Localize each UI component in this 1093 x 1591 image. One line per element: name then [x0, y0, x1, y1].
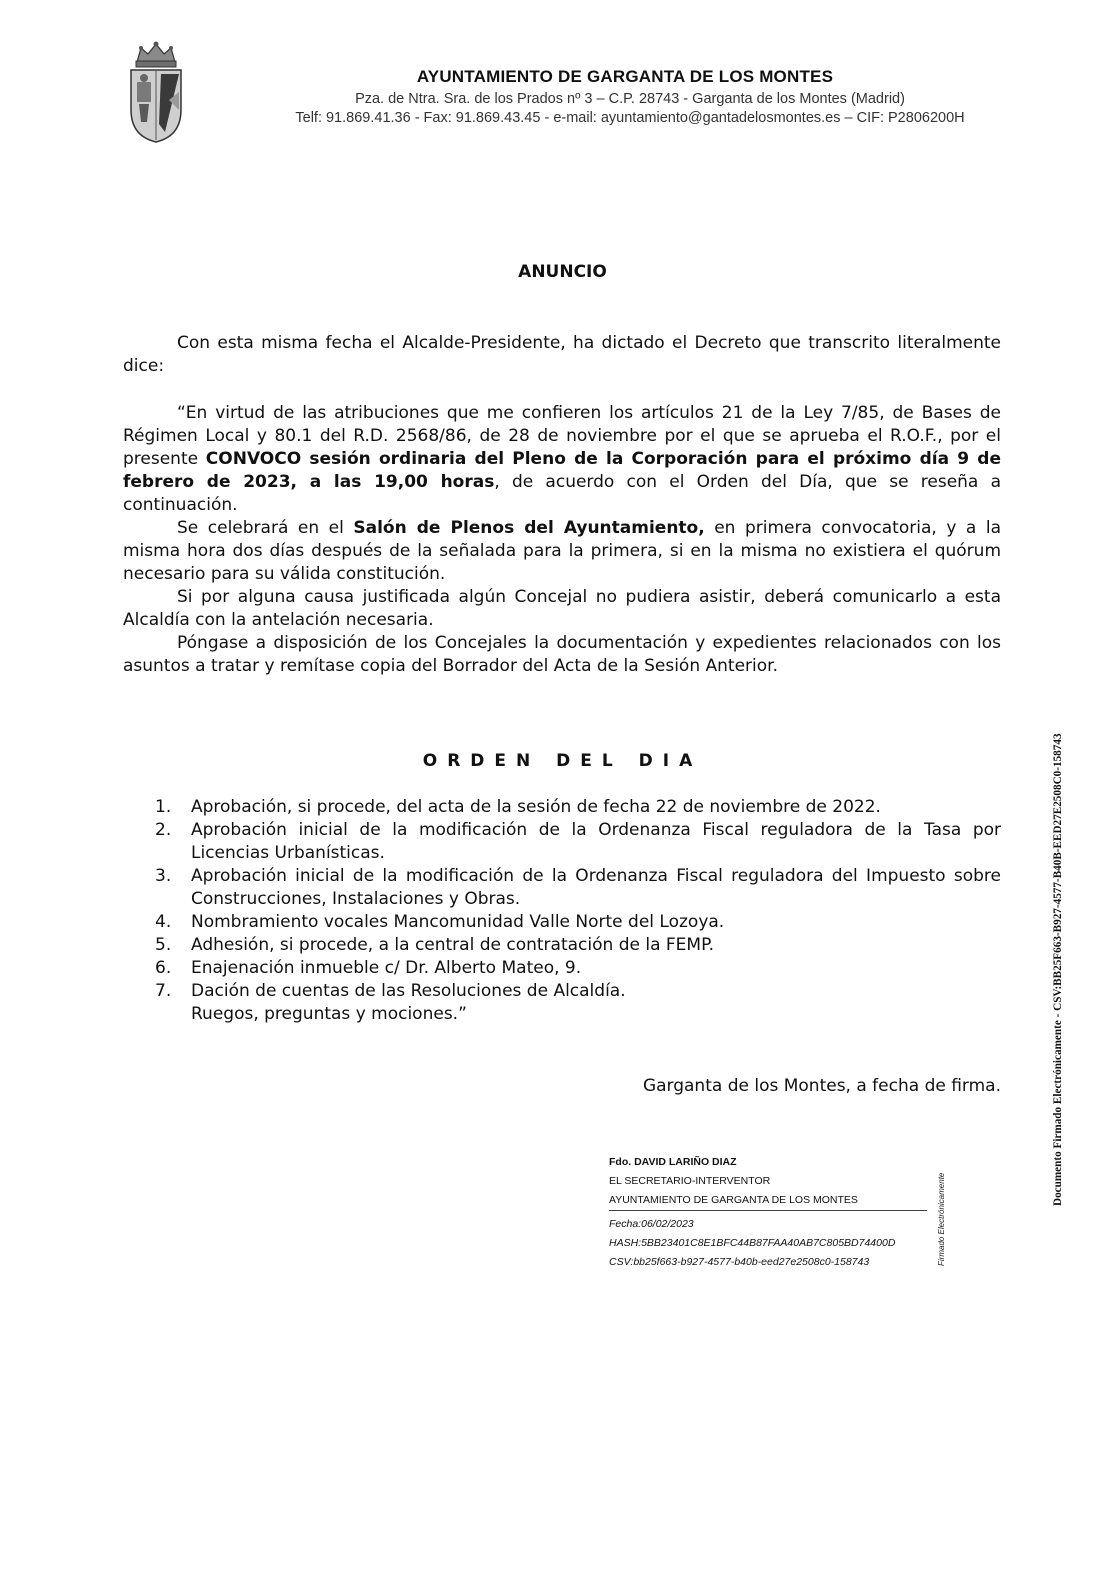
agenda-title: ORDEN DEL DIA: [422, 751, 703, 771]
place-and-date: Garganta de los Montes, a fecha de firma.: [642, 1076, 1001, 1096]
decree-p2-end: en primera convocatoria, y a la misma hora dos días después de la señalada para la primera, si en la misma no existiera el quórum necesario para su válida constitución.: [123, 518, 1001, 584]
agenda-list: [155, 796, 1001, 1026]
decree-p1-start: “En virtud de las atribuciones que me confieren los artículos 21 de la Ley 7/85, de Bases de Régimen Local y 80.1 del R.D. 2568/86, de 28 de noviembre por el que se aprueba el R.O.F., por el presente: [123, 403, 1001, 469]
document-title: ANUNCIO: [518, 262, 607, 282]
venue-highlight: Salón de Plenos del Ayuntamiento,: [353, 518, 705, 538]
decree-p2-start: Se celebrará en el: [177, 518, 354, 538]
agenda-item-text: Enajenación inmueble c/ Dr. Alberto Mateo, 9.: [191, 958, 582, 978]
decree-paragraph-4: Póngase a disposición de los Concejales la documentación y expedientes relacionados con los asuntos a tratar y remítase copia del Borrador del Acta de la Sesión Anterior.: [123, 633, 1001, 676]
agenda-item-text: Adhesión, si procede, a la central de contratación de la FEMP.: [191, 935, 715, 955]
agenda-item: [155, 819, 1001, 865]
stamp-text: Firmado Electrónicamente: [937, 1172, 946, 1266]
agenda-item-number: 5.: [155, 935, 172, 955]
decree-paragraph-2: [123, 517, 1001, 586]
agenda-item-text: Aprobación, si procede, del acta de la sesión de fecha 22 de noviembre de 2022.: [191, 797, 881, 817]
agenda-item-text: Aprobación inicial de la modificación de la Ordenanza Fiscal reguladora de la Tasa por Licencias Urbanísticas.: [191, 820, 1001, 863]
agenda-item: [155, 796, 1001, 819]
signature-block: [609, 1153, 929, 1272]
intro-text: Con esta misma fecha el Alcalde-Presidente, ha dictado el Decreto que transcrito literalmente dice:: [123, 333, 1001, 376]
agenda-item: [155, 957, 1001, 980]
margin-verification-note: [1045, 640, 1069, 1210]
signature-hash: HASH:5BB23401C8E1BFC44B87FAA40AB7C805BD74400D: [609, 1237, 896, 1249]
institution-address: Pza. de Ntra. Sra. de los Prados nº 3 – C.P. 28743 - Garganta de los Montes (Madrid): [355, 91, 905, 107]
electronic-signature-stamp: [930, 1164, 950, 1268]
agenda-item-number: 2.: [155, 820, 172, 840]
agenda-item: [155, 980, 1001, 1003]
institution-contact: Telf: 91.869.41.36 - Fax: 91.869.43.45 - e-mail: ayuntamiento@gantadelosmontes.es – CIF: P2806200H: [295, 110, 965, 126]
agenda-closing: Ruegos, preguntas y mociones.”: [191, 1004, 467, 1024]
agenda-item-text: Dación de cuentas de las Resoluciones de Alcaldía.: [191, 981, 626, 1001]
agenda-item: [155, 934, 1001, 957]
institution-name: AYUNTAMIENTO DE GARGANTA DE LOS MONTES: [416, 67, 834, 86]
margin-note-text: Documento Firmado Electrónicamente - CSV:BB25F663-B927-4577-B40B-EED27E2508C0-158743: [1052, 733, 1064, 1206]
intro-paragraph: [123, 332, 1001, 378]
decree-p1-end: , de acuerdo con el Orden del Día, que se reseña a continuación.: [123, 472, 1001, 515]
agenda-item-text: Aprobación inicial de la modificación de la Ordenanza Fiscal reguladora del Impuesto sobre Construcciones, Instalaciones y Obras.: [191, 866, 1001, 909]
agenda-item-text: Nombramiento vocales Mancomunidad Valle Norte del Lozoya.: [191, 912, 725, 932]
agenda-item-number: 7.: [155, 981, 172, 1001]
signature-date: Fecha:06/02/2023: [609, 1218, 694, 1230]
decree-body: [123, 402, 1001, 678]
signatory-role: EL SECRETARIO-INTERVENTOR: [609, 1175, 771, 1187]
agenda-item: [155, 865, 1001, 911]
convocation-highlight: CONVOCO sesión ordinaria del Pleno de la Corporación para el próximo día 9 de febrero de 2023, a las 19,00 horas: [123, 449, 1002, 492]
decree-paragraph-1: [123, 402, 1001, 517]
signature-csv: CSV:bb25f663-b927-4577-b40b-eed27e2508c0-158743: [609, 1256, 870, 1268]
coat-of-arms-icon: [125, 40, 187, 144]
decree-paragraph-3: Si por alguna causa justificada algún Concejal no pudiera asistir, deberá comunicarlo a esta Alcaldía con la antelación necesaria.: [123, 587, 1001, 630]
signatory-organization: AYUNTAMIENTO DE GARGANTA DE LOS MONTES: [609, 1191, 927, 1211]
agenda-item: [155, 911, 1001, 934]
letterhead: [0, 0, 1093, 160]
agenda-item-number: 1.: [155, 797, 172, 817]
agenda-item-number: 6.: [155, 958, 172, 978]
agenda-item-number: 3.: [155, 866, 172, 886]
signatory-name: Fdo. DAVID LARIÑO DIAZ: [609, 1156, 737, 1168]
agenda-item-number: 4.: [155, 912, 172, 932]
